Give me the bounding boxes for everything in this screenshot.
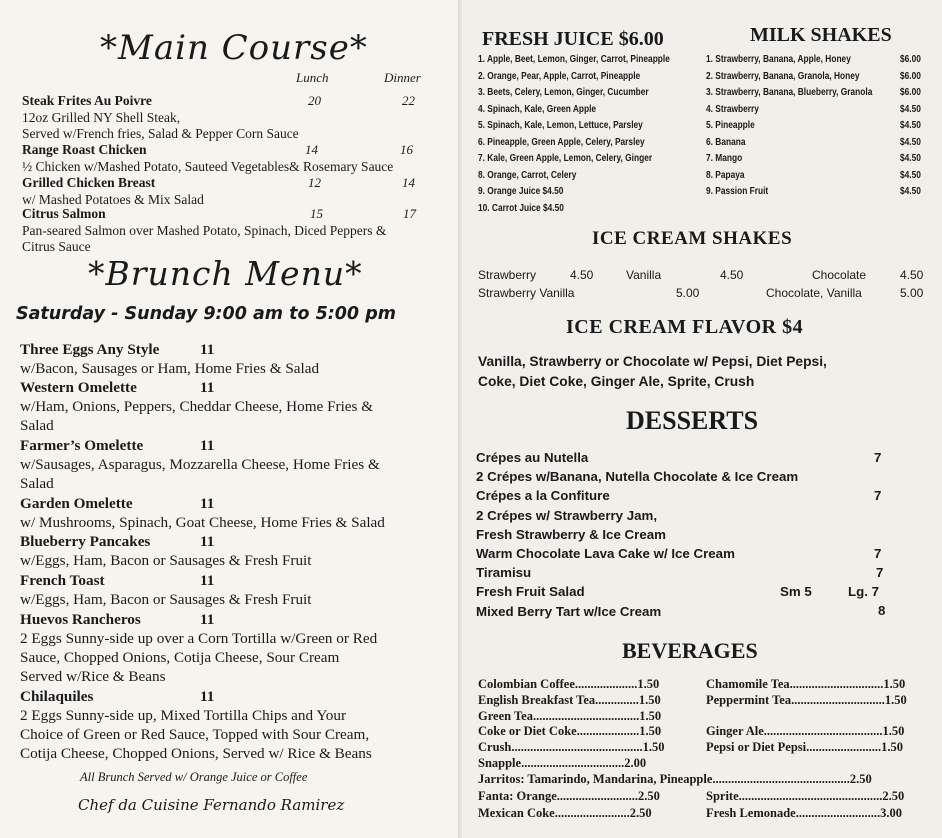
price: $4.50 [900, 136, 921, 148]
chef-signature: Chef da Cuisine Fernando Ramirez [78, 796, 345, 814]
dessert-price: 8 [878, 603, 886, 618]
dessert-price-small: Sm 5 [780, 584, 812, 599]
list-item: 6. Banana [706, 136, 746, 148]
beverage-item: Colombian Coffee....................1.50 [478, 677, 660, 691]
shake-price: 4.50 [900, 268, 924, 282]
brunch-item: Garden Omelette 11 w/ Mushrooms, Spinach, Goat Cheese, Home Fries & Salad [20, 495, 385, 531]
dessert-item: Crépes au Nutella [476, 450, 589, 465]
price: $6.00 [900, 87, 921, 98]
dinner-column-label: Dinner [384, 70, 421, 85]
list-item: 9. Orange Juice $4.50 [478, 186, 564, 197]
main-course-item: Range Roast Chicken ½ Chicken w/Mashed Potato, Sauteed Vegetables& Rosemary Sauce [22, 142, 394, 174]
asterisk-icon: * [349, 28, 368, 68]
milk-shakes-prices [900, 52, 921, 201]
beverage-item: Snapple.................................2.00 [478, 755, 647, 770]
ice-cream-shakes-title: ICE CREAM SHAKES [592, 228, 793, 249]
beverages-right-list [706, 677, 907, 756]
list-item: 5. Pineapple [706, 120, 755, 131]
price: $4.50 [900, 120, 921, 131]
lunch-column-label: Lunch [296, 70, 329, 85]
dessert-price: 7 [874, 546, 882, 561]
list-item: 5. Spinach, Kale, Lemon, Lettuce, Parsley [478, 120, 643, 131]
beverages-title: BEVERAGES [622, 638, 758, 663]
list-item: 9. Passion Fruit [706, 186, 769, 197]
price: $4.50 [900, 103, 921, 115]
brunch-item: Farmer’s Omelette 11 w/Sausages, Asparagus, Mozzarella Cheese, Home Fries & Salad [20, 437, 380, 492]
brunch-item: Huevos Rancheros 11 2 Eggs Sunny-side up over a Corn Tortilla w/Green or Red Sauce, Chopped Onions, Cotija Cheese, Sour Cream Served w/Rice & Beans [20, 611, 378, 685]
shake-strawberry: Strawberry [478, 268, 537, 282]
brunch-item: Blueberry Pancakes 11 w/Eggs, Ham, Bacon or Sausages & Fresh Fruit [20, 533, 312, 569]
beverage-item: Coke or Diet Coke....................1.50 [478, 724, 662, 739]
beverage-item: Jarritos: Tamarindo, Mandarina, Pineapple............................................2.50 [478, 772, 872, 786]
spacer [706, 709, 907, 725]
right-menu-page [462, 0, 942, 838]
price: $6.00 [900, 70, 921, 82]
dessert-price: 7 [876, 565, 884, 580]
list-item: 4. Spinach, Kale, Green Apple [478, 103, 597, 115]
beverage-item: Fresh Lemonade...........................3.00 [706, 806, 902, 820]
list-item: 3. Beets, Celery, Lemon, Ginger, Cucumber [478, 87, 649, 98]
price: $6.00 [900, 54, 921, 65]
brunch-item: French Toast 11 w/Eggs, Ham, Bacon or Sausages & Fresh Fruit [20, 572, 312, 608]
brunch-note: All Brunch Served w/ Orange Juice or Coffee [80, 770, 308, 784]
brunch-item: Chilaquiles 11 2 Eggs Sunny-side up, Mixed Tortilla Chips and Your Choice of Green or Red Sauce, Topped with Sour Cream, Cotija Cheese, Chopped Onions, Served w/ Rice & Beans [20, 688, 372, 762]
shake-chocolate: Chocolate [812, 268, 867, 282]
list-item: 8. Papaya [706, 169, 745, 181]
dessert-item: Mixed Berry Tart w/Ice Cream [476, 603, 662, 619]
dessert-item: Fresh Strawberry & Ice Cream [476, 526, 666, 542]
list-item: 1. Strawberry, Banana, Apple, Honey [706, 54, 851, 65]
dessert-item: 2 Crépes w/Banana, Nutella Chocolate & Ice Cream [476, 469, 799, 485]
beverage-item: Chamomile Tea..............................1.50 [706, 677, 906, 691]
list-item: 10. Carrot Juice $4.50 [478, 202, 564, 214]
dinner-price: 14 [402, 175, 415, 190]
milk-shakes-title: MILK SHAKES [750, 24, 892, 46]
shake-vanilla: Vanilla [626, 268, 662, 282]
shake-price: 4.50 [720, 268, 744, 282]
ice-cream-flavor-text: Vanilla, Strawberry or Chocolate w/ Pepsi, Diet Pepsi, Coke, Diet Coke, Ginger Ale, Sprite, Crush [478, 354, 827, 389]
fresh-juice-list [478, 52, 670, 217]
main-course-item: Citrus Salmon Pan-seared Salmon over Mashed Potato, Spinach, Diced Peppers & Citrus Sauce [22, 206, 387, 255]
dessert-item: 2 Crépes w/ Strawberry Jam, [476, 507, 658, 523]
shake-price: 5.00 [900, 286, 924, 300]
dinner-price: 16 [400, 142, 413, 157]
list-item: 7. Mango [706, 153, 743, 164]
beverage-item: English Breakfast Tea..............1.50 [478, 692, 661, 707]
list-item: 8. Orange, Carrot, Celery [478, 169, 577, 181]
main-course-item: Grilled Chicken Breast w/ Mashed Potatoes & Mix Salad [22, 175, 204, 207]
beverage-item: Peppermint Tea..............................1.50 [706, 692, 907, 707]
lunch-price: 20 [308, 93, 321, 108]
dessert-item: Crépes a la Confiture [476, 488, 610, 504]
main-course-title: *Main Course* [100, 28, 368, 68]
list-item: 7. Kale, Green Apple, Lemon, Celery, Ginger [478, 153, 653, 164]
dessert-price: Lg. 7 [848, 584, 880, 599]
brunch-item: Western Omelette 11 w/Ham, Onions, Peppers, Cheddar Cheese, Home Fries & Salad [20, 379, 374, 434]
dessert-price: 7 [874, 450, 882, 465]
beverage-item: Green Tea..................................1.50 [478, 708, 662, 723]
lunch-price: 12 [308, 175, 321, 190]
left-menu-page [0, 0, 462, 838]
list-item: 1. Apple, Beet, Lemon, Ginger, Carrot, Pineapple [478, 54, 670, 65]
list-item: 4. Strawberry [706, 103, 759, 115]
brunch-hours: Saturday - Sunday 9:00 am to 5:00 pm [16, 304, 396, 324]
list-item: 2. Strawberry, Banana, Granola, Honey [706, 70, 860, 82]
dessert-price: 7 [874, 488, 882, 503]
main-course-item: Steak Frites Au Poivre 12oz Grilled NY Shell Steak, Served w/French fries, Salad & Pepper Corn Sauce [22, 93, 299, 142]
dinner-price: 17 [403, 206, 416, 221]
brunch-menu-title: *Brunch Menu* [88, 254, 363, 293]
asterisk-icon: * [345, 254, 363, 293]
beverage-item: Mexican Coke........................2.50 [478, 806, 652, 820]
asterisk-icon: * [100, 28, 118, 68]
beverages-left-list [478, 677, 664, 772]
price: $4.50 [900, 169, 921, 181]
list-item: 3. Strawberry, Banana, Blueberry, Granola [706, 87, 873, 98]
beverage-item: Sprite..............................................2.50 [706, 789, 905, 803]
lunch-price: 14 [305, 142, 318, 157]
dessert-item: Tiramisu [476, 565, 532, 581]
beverage-item: Crush..........................................1.50 [478, 740, 665, 755]
dessert-item: Fresh Fruit Salad [476, 584, 585, 600]
shake-price: 4.50 [570, 268, 594, 282]
price: $4.50 [900, 186, 921, 197]
desserts-title: DESSERTS [626, 406, 759, 435]
beverage-item: Fanta: Orange..........................2.50 [478, 789, 660, 803]
shake-strawberry-vanilla: Strawberry Vanilla [478, 286, 575, 300]
shake-price: 5.00 [676, 286, 700, 300]
fresh-juice-title: FRESH JUICE $6.00 [482, 28, 664, 50]
milk-shakes-list [706, 52, 872, 201]
lunch-price: 15 [310, 206, 323, 221]
ice-cream-flavor-title: ICE CREAM FLAVOR $4 [566, 316, 804, 338]
asterisk-icon: * [88, 254, 106, 293]
brunch-item: Three Eggs Any Style 11 w/Bacon, Sausages or Ham, Home Fries & Salad [20, 341, 320, 377]
dinner-price: 22 [402, 93, 415, 108]
beverage-item: Ginger Ale......................................1.50 [706, 724, 905, 739]
shake-chocolate-vanilla: Chocolate, Vanilla [766, 286, 862, 300]
beverage-item: Pepsi or Diet Pepsi........................1.50 [706, 740, 903, 755]
dessert-item: Warm Chocolate Lava Cake w/ Ice Cream [476, 546, 735, 562]
price: $4.50 [900, 153, 921, 164]
list-item: 6. Pineapple, Green Apple, Celery, Parsley [478, 136, 645, 148]
list-item: 2. Orange, Pear, Apple, Carrot, Pineapple [478, 70, 641, 82]
